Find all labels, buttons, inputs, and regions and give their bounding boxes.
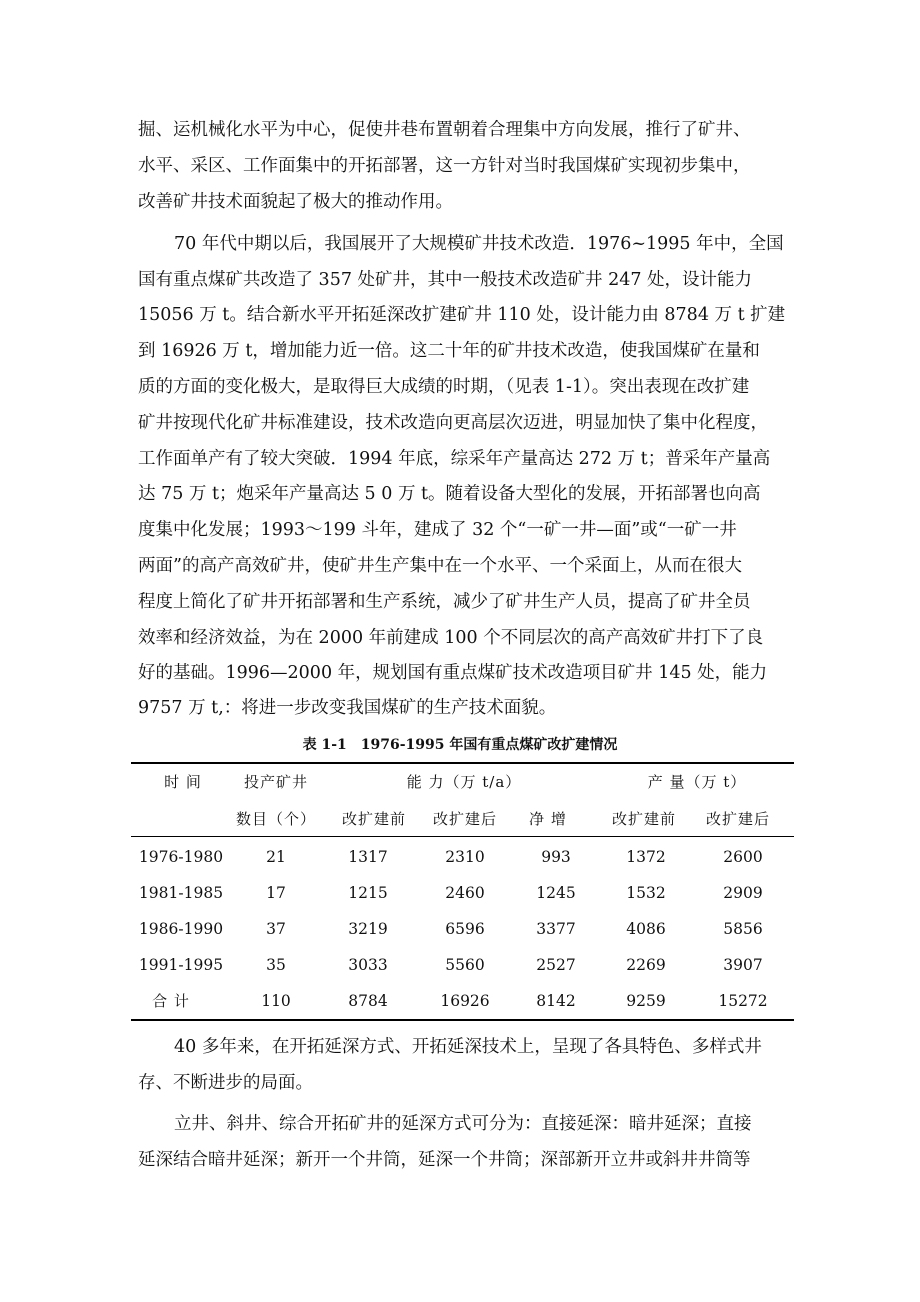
cell-net: 3377 <box>536 920 576 938</box>
cell-out-before: 9259 <box>626 992 666 1010</box>
header-output-group: 产 量（万 t） <box>647 773 747 791</box>
header-out-after: 改扩建后 <box>705 810 770 828</box>
cell-wells: 110 <box>261 992 291 1010</box>
cell-cap-before: 8784 <box>348 992 388 1010</box>
cell-cap-before: 1215 <box>348 884 388 902</box>
paragraph-line: 延深结合暗井延深；新开一个井筒，延深一个井筒；深部新开立井或斜井井筒等 <box>138 1150 751 1170</box>
cell-out-after: 2909 <box>723 884 763 902</box>
cell-net: 993 <box>541 848 571 866</box>
cell-out-before: 2269 <box>626 956 666 974</box>
paragraph-line: 15056 万 t。结合新水平开拓延深改扩建矿井 110 处，设计能力由 8784 万 t 扩建 <box>138 305 786 325</box>
cell-out-after: 2600 <box>723 848 763 866</box>
cell-net: 1245 <box>536 884 576 902</box>
header-wells-top: 投产矿井 <box>243 773 308 791</box>
paragraph-line: 度集中化发展；1993～199 斗年，建成了 32 个“一矿一井—面”或“一矿一井 <box>138 520 737 540</box>
cell-period: 1986-1990 <box>138 920 224 938</box>
header-cap-before: 改扩建前 <box>341 810 406 828</box>
paragraph-line: 立井、斜井、综合开拓矿井的延深方式可分为：直接延深：暗井延深；直接 <box>174 1114 752 1134</box>
paragraph-line: 两面”的高产高效矿井，使矿井生产集中在一个水平、一个采面上，从而在很大 <box>138 556 742 576</box>
cell-period: 合 计 <box>152 992 190 1010</box>
header-cap-after: 改扩建后 <box>432 810 497 828</box>
cell-cap-before: 1317 <box>348 848 388 866</box>
paragraph-line: 质的方面的变化极大，是取得巨大成绩的时期，（见表 1-1）。突出表现在改扩建 <box>138 377 750 397</box>
table-caption: 表 1-1 1976-1995 年国有重点煤矿改扩建情况 <box>302 737 618 753</box>
paragraph-line: 矿井按现代化矿井标准建设，技术改造向更高层次迈进，明显加快了集中化程度， <box>138 413 768 433</box>
paragraph-line: 9757 万 t,：将进一步改变我国煤矿的生产技术面貌。 <box>138 698 557 718</box>
cell-cap-before: 3219 <box>348 920 388 938</box>
cell-cap-after: 16926 <box>440 992 490 1010</box>
paragraph-line: 存、不断进步的局面。 <box>138 1073 313 1093</box>
cell-net: 2527 <box>536 956 576 974</box>
cell-cap-before: 3033 <box>348 956 388 974</box>
cell-cap-after: 2460 <box>445 884 485 902</box>
header-wells-bottom: 数目（个） <box>235 810 316 828</box>
paragraph-line: 好的基础。1996—2000 年，规划国有重点煤矿技术改造项目矿井 145 处，能力 <box>138 663 768 683</box>
cell-cap-after: 6596 <box>445 920 485 938</box>
cell-wells: 37 <box>266 920 286 938</box>
header-net-increase: 净 增 <box>529 810 567 828</box>
cell-cap-after: 2310 <box>445 848 485 866</box>
cell-out-before: 1372 <box>626 848 666 866</box>
paragraph-line: 到 16926 万 t，增加能力近一倍。这二十年的矿井技术改造，使我国煤矿在量和 <box>138 341 760 361</box>
paragraph-line: 国有重点煤矿共改造了 357 处矿井，其中一般技术改造矿井 247 处，设计能力 <box>138 270 753 290</box>
table-header-rule <box>131 836 794 837</box>
paragraph-line: 40 多年来，在开拓延深方式、开拓延深技术上，呈现了各具特色、多样式井 <box>174 1037 762 1057</box>
cell-out-before: 4086 <box>626 920 666 938</box>
paragraph-line: 水平、采区、工作面集中的开拓部署，这一方针对当时我国煤矿实现初步集中， <box>138 156 751 176</box>
cell-period: 1981-1985 <box>138 884 224 902</box>
cell-cap-after: 5560 <box>445 956 485 974</box>
cell-period: 1976-1980 <box>138 848 224 866</box>
cell-wells: 35 <box>266 956 286 974</box>
header-out-before: 改扩建前 <box>611 810 676 828</box>
paragraph-line: 改善矿井技术面貌起了极大的推动作用。 <box>138 192 453 212</box>
cell-period: 1991-1995 <box>138 956 224 974</box>
paragraph-line: 程度上简化了矿井开拓部署和生产系统，减少了矿井生产人员，提高了矿井全员 <box>138 592 751 612</box>
cell-out-after: 3907 <box>723 956 763 974</box>
paragraph-line: 达 75 万 t；炮采年产量高达 5 0 万 t。随着设备大型化的发展，开拓部署也向高 <box>138 484 761 504</box>
cell-out-before: 1532 <box>626 884 666 902</box>
cell-out-after: 15272 <box>718 992 768 1010</box>
paragraph-line: 效率和经济效益，为在 2000 年前建成 100 个不同层次的高产高效矿井打下了良 <box>138 628 764 648</box>
paragraph-line: 掘、运机械化水平为中心，促使井巷布置朝着合理集中方向发展，推行了矿井、 <box>138 120 751 140</box>
cell-out-after: 5856 <box>723 920 763 938</box>
header-time: 时 间 <box>164 773 202 791</box>
cell-wells: 17 <box>266 884 286 902</box>
paragraph-line: 70 年代中期以后，我国展开了大规模矿井技术改造．1976~1995 年中，全国 <box>174 234 784 254</box>
table-top-rule <box>131 762 794 764</box>
table-bottom-rule <box>131 1019 794 1021</box>
cell-net: 8142 <box>536 992 576 1010</box>
header-capacity-group: 能 力（万 t/a） <box>406 773 522 791</box>
paragraph-line: 工作面单产有了较大突破．1994 年底，综采年产量高达 272 万 t；普采年产量高 <box>138 449 771 469</box>
cell-wells: 21 <box>266 848 286 866</box>
